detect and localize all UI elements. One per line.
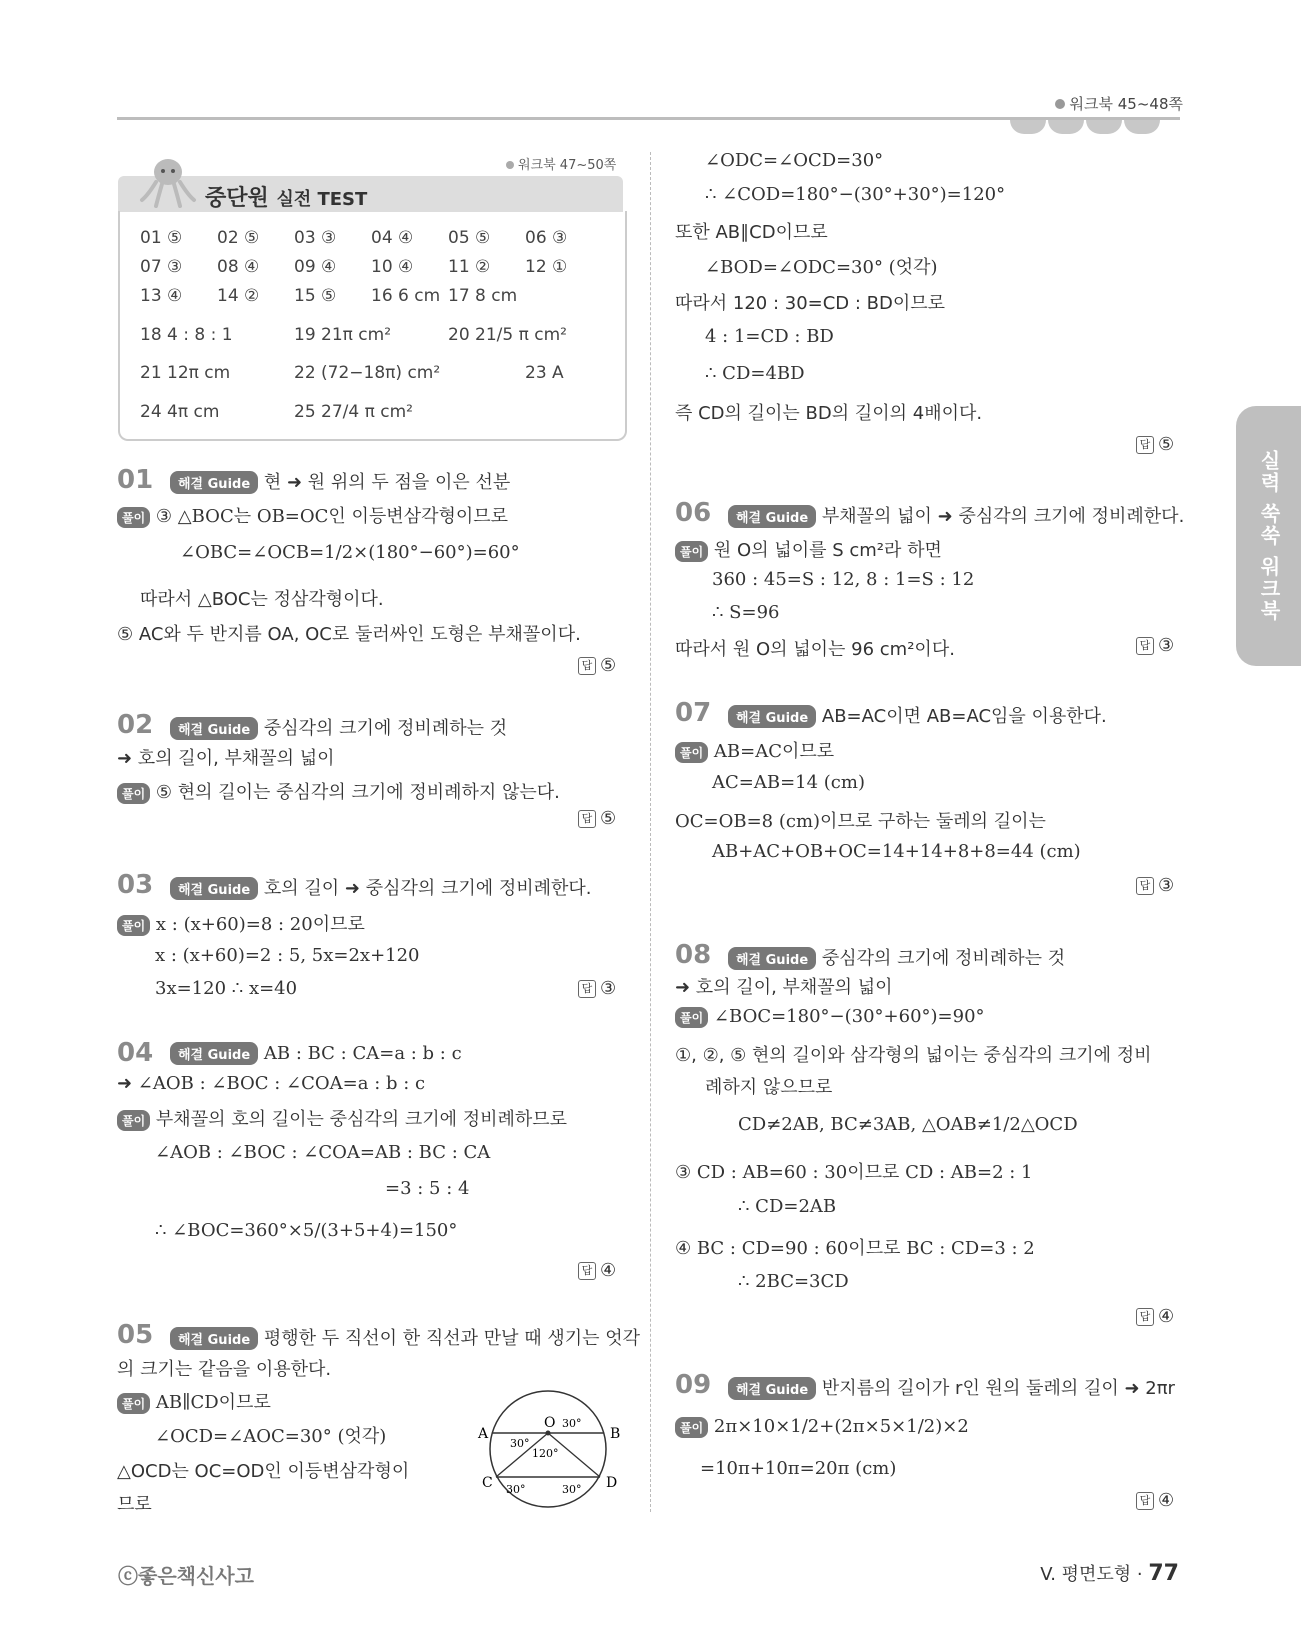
guide-badge: 해결 Guide bbox=[728, 705, 816, 728]
solution-line: 따라서 120 : 30=CD : BD이므로 bbox=[675, 293, 946, 314]
column-divider bbox=[650, 152, 651, 1512]
angle-label: 120° bbox=[532, 1447, 559, 1460]
solution-badge: 풀이 bbox=[117, 783, 150, 804]
answer-label-icon: 답 bbox=[578, 980, 596, 998]
answer-label-icon: 답 bbox=[578, 810, 596, 828]
solution-line: ∴ CD=2AB bbox=[738, 1196, 837, 1217]
label-d: D bbox=[606, 1475, 618, 1491]
solution-line: 풀이 부채꼴의 호의 길이는 중심각의 크기에 정비례하므로 bbox=[117, 1105, 567, 1131]
solution-badge: 풀이 bbox=[675, 541, 708, 562]
page-number: 77 bbox=[1148, 1561, 1179, 1586]
guide-line: ➜ 호의 길이, 부채꼴의 넓이 bbox=[675, 977, 893, 998]
angle-label: 30° bbox=[562, 1483, 582, 1496]
guide-line: ➜ ∠AOB : ∠BOC : ∠COA=a : b : c bbox=[117, 1073, 426, 1094]
solution-line: △OCD는 OC=OD인 이등변삼각형이 bbox=[117, 1461, 410, 1482]
solution-line: 므로 bbox=[117, 1494, 152, 1515]
solution-line: 즉 CD의 길이는 BD의 길이의 4배이다. bbox=[675, 403, 983, 424]
solution-line: ③ CD : AB=60 : 30이므로 CD : AB=2 : 1 bbox=[675, 1162, 1033, 1183]
guide-line: ➜ 호의 길이, 부채꼴의 넓이 bbox=[117, 748, 335, 769]
guide-line: 해결 Guide 중심각의 크기에 정비례하는 것 bbox=[728, 944, 1065, 970]
guide-line: 해결 Guide 부채꼴의 넓이 ➜ 중심각의 크기에 정비례한다. bbox=[728, 502, 1184, 528]
solution-line: ∠OBC=∠OCB=1/2×(180°−60°)=60° bbox=[180, 542, 520, 563]
solution-line: 풀이 ∠BOC=180°−(30°+60°)=90° bbox=[675, 1006, 985, 1028]
solution-line: 례하지 않으므로 bbox=[705, 1077, 833, 1098]
answer-mark: 답 ⑤ bbox=[1136, 434, 1174, 455]
answer-mark: 답 ④ bbox=[1136, 1306, 1174, 1327]
answer-label-icon: 답 bbox=[1136, 1492, 1154, 1510]
solution-line: ∴ ∠BOC=360°×5/(3+5+4)=150° bbox=[155, 1220, 458, 1241]
guide-badge: 해결 Guide bbox=[728, 505, 816, 528]
guide-line: 해결 Guide 호의 길이 ➜ 중심각의 크기에 정비례한다. bbox=[170, 874, 592, 900]
solution-line: =10π+10π=20π (cm) bbox=[700, 1458, 897, 1479]
section-title: 중단원 실전 TEST bbox=[205, 186, 368, 211]
solution-line: 360 : 45=S : 12, 8 : 1=S : 12 bbox=[712, 569, 975, 590]
question-number: 09 bbox=[675, 1370, 712, 1400]
answer-mark: 답 ③ bbox=[1136, 875, 1174, 896]
answer-label-icon: 답 bbox=[578, 657, 596, 675]
question-number: 08 bbox=[675, 940, 712, 970]
solution-line: =3 : 5 : 4 bbox=[385, 1178, 470, 1199]
solution-line: 풀이 2π×10×1/2+(2π×5×1/2)×2 bbox=[675, 1416, 969, 1438]
side-tab-label: 실력 쑥쑥 워크북 bbox=[1257, 450, 1281, 622]
solution-badge: 풀이 bbox=[117, 1110, 150, 1131]
guide-badge: 해결 Guide bbox=[728, 1377, 816, 1400]
solution-line: 또한 AB∥CD이므로 bbox=[675, 222, 828, 243]
solution-line: ∠ODC=∠OCD=30° bbox=[705, 150, 884, 171]
answer-mark: 답 ③ bbox=[578, 978, 616, 999]
label-a: A bbox=[478, 1426, 489, 1442]
page-footer: V. 평면도형 · 77 bbox=[1040, 1561, 1179, 1586]
angle-label: 30° bbox=[510, 1437, 530, 1450]
solution-line: ∠AOB : ∠BOC : ∠COA=AB : BC : CA bbox=[155, 1142, 491, 1163]
solution-line: 풀이 ③ △BOC는 OB=OC인 이등변삼각형이므로 bbox=[117, 502, 508, 528]
solution-line: ∴ 2BC=3CD bbox=[738, 1271, 849, 1292]
solution-line: 풀이 ⑤ 현의 길이는 중심각의 크기에 정비례하지 않는다. bbox=[117, 778, 560, 804]
guide-line: 해결 Guide 현 ➜ 원 위의 두 점을 이은 선분 bbox=[170, 468, 510, 494]
guide-badge: 해결 Guide bbox=[170, 1327, 258, 1350]
answer-mark: 답 ③ bbox=[1136, 635, 1174, 656]
solution-line: OC=OB=8 (cm)이므로 구하는 둘레의 길이는 bbox=[675, 811, 1046, 832]
solution-line: 따라서 원 O의 넓이는 96 cm²이다. bbox=[675, 639, 955, 660]
label-c: C bbox=[482, 1475, 493, 1491]
solution-line: 풀이 AB=AC이므로 bbox=[675, 737, 834, 763]
question-number: 03 bbox=[117, 870, 154, 900]
octopus-icon bbox=[138, 150, 198, 210]
solution-line: AB+AC+OB+OC=14+14+8+8=44 (cm) bbox=[712, 841, 1081, 862]
label-o: O bbox=[544, 1415, 556, 1431]
question-number: 07 bbox=[675, 698, 712, 728]
question-number: 02 bbox=[117, 710, 154, 740]
answer-mark: 답 ⑤ bbox=[578, 808, 616, 829]
solution-line: ④ BC : CD=90 : 60이므로 BC : CD=3 : 2 bbox=[675, 1238, 1035, 1259]
solution-line: 따라서 △BOC는 정삼각형이다. bbox=[140, 589, 384, 610]
header-decoration bbox=[1124, 120, 1160, 134]
solution-badge: 풀이 bbox=[675, 1007, 708, 1028]
bullet-icon bbox=[506, 161, 514, 169]
guide-line: 해결 Guide 평행한 두 직선이 한 직선과 만날 때 생기는 엇각 bbox=[170, 1324, 640, 1350]
section-ref: 워크북 47~50쪽 bbox=[506, 154, 616, 173]
guide-badge: 해결 Guide bbox=[170, 877, 258, 900]
publisher: ⓒ좋은책신사고 bbox=[118, 1564, 254, 1588]
solution-badge: 풀이 bbox=[675, 742, 708, 763]
solution-line: ①, ②, ⑤ 현의 길이와 삼각형의 넓이는 중심각의 크기에 정비 bbox=[675, 1045, 1152, 1066]
guide-badge: 해결 Guide bbox=[170, 1042, 258, 1065]
header-decoration bbox=[1010, 120, 1046, 134]
answer-label-icon: 답 bbox=[1136, 637, 1154, 655]
question-number: 06 bbox=[675, 498, 712, 528]
solution-badge: 풀이 bbox=[117, 507, 150, 528]
answer-label-icon: 답 bbox=[578, 1262, 596, 1280]
angle-label: 30° bbox=[506, 1483, 526, 1496]
angle-label: 30° bbox=[562, 1417, 582, 1430]
question-number: 01 bbox=[117, 465, 154, 495]
header-decoration bbox=[1048, 120, 1084, 134]
circle-figure bbox=[470, 1385, 640, 1510]
solution-line: AC=AB=14 (cm) bbox=[712, 772, 865, 793]
guide-line: 의 크기는 같음을 이용한다. bbox=[117, 1359, 332, 1380]
solution-badge: 풀이 bbox=[675, 1417, 708, 1438]
bullet-icon bbox=[1055, 99, 1065, 109]
solution-line: ∴ ∠COD=180°−(30°+30°)=120° bbox=[705, 184, 1006, 205]
solution-line: 풀이 AB∥CD이므로 bbox=[117, 1388, 271, 1414]
guide-badge: 해결 Guide bbox=[728, 947, 816, 970]
guide-line: 해결 Guide 중심각의 크기에 정비례하는 것 bbox=[170, 714, 507, 740]
solution-badge: 풀이 bbox=[117, 915, 150, 936]
solution-badge: 풀이 bbox=[117, 1393, 150, 1414]
solution-line: 풀이 원 O의 넓이를 S cm²라 하면 bbox=[675, 536, 942, 562]
solution-line: CD≠2AB, BC≠3AB, △OAB≠1/2△OCD bbox=[738, 1114, 1078, 1135]
answer-mark: 답 ④ bbox=[578, 1260, 616, 1281]
guide-line: 해결 Guide AB=AC이면 AB=AC임을 이용한다. bbox=[728, 702, 1107, 728]
center-point bbox=[546, 1431, 551, 1436]
solution-line: 4 : 1=CD : BD bbox=[705, 326, 834, 347]
guide-badge: 해결 Guide bbox=[170, 471, 258, 494]
guide-badge: 해결 Guide bbox=[170, 717, 258, 740]
label-b: B bbox=[610, 1426, 621, 1442]
answer-label-icon: 답 bbox=[1136, 1308, 1154, 1326]
answer-label-icon: 답 bbox=[1136, 877, 1154, 895]
solution-line: 3x=120 ∴ x=40 bbox=[155, 978, 298, 999]
question-number: 04 bbox=[117, 1038, 154, 1068]
workbook-ref: 워크북 45~48쪽 bbox=[1055, 93, 1183, 114]
solution-line: x : (x+60)=2 : 5, 5x=2x+120 bbox=[155, 945, 420, 966]
solution-line: ∠OCD=∠AOC=30° (엇각) bbox=[155, 1426, 387, 1447]
answer-mark: 답 ④ bbox=[1136, 1490, 1174, 1511]
guide-line: 해결 Guide AB : BC : CA=a : b : c bbox=[170, 1042, 462, 1065]
header-decoration bbox=[1086, 120, 1122, 134]
solution-line: ∠BOD=∠ODC=30° (엇각) bbox=[705, 257, 938, 278]
answer-label-icon: 답 bbox=[1136, 436, 1154, 454]
solution-line: ⑤ AC와 두 반지름 OA, OC로 둘러싸인 도형은 부채꼴이다. bbox=[117, 624, 581, 645]
answer-mark: 답 ⑤ bbox=[578, 655, 616, 676]
solution-line: ∴ S=96 bbox=[712, 602, 780, 623]
solution-line: 풀이 x : (x+60)=8 : 20이므로 bbox=[117, 910, 365, 936]
question-number: 05 bbox=[117, 1320, 154, 1350]
guide-line: 해결 Guide 반지름의 길이가 r인 원의 둘레의 길이 ➜ 2πr bbox=[728, 1374, 1175, 1400]
solution-line: ∴ CD=4BD bbox=[705, 363, 805, 384]
